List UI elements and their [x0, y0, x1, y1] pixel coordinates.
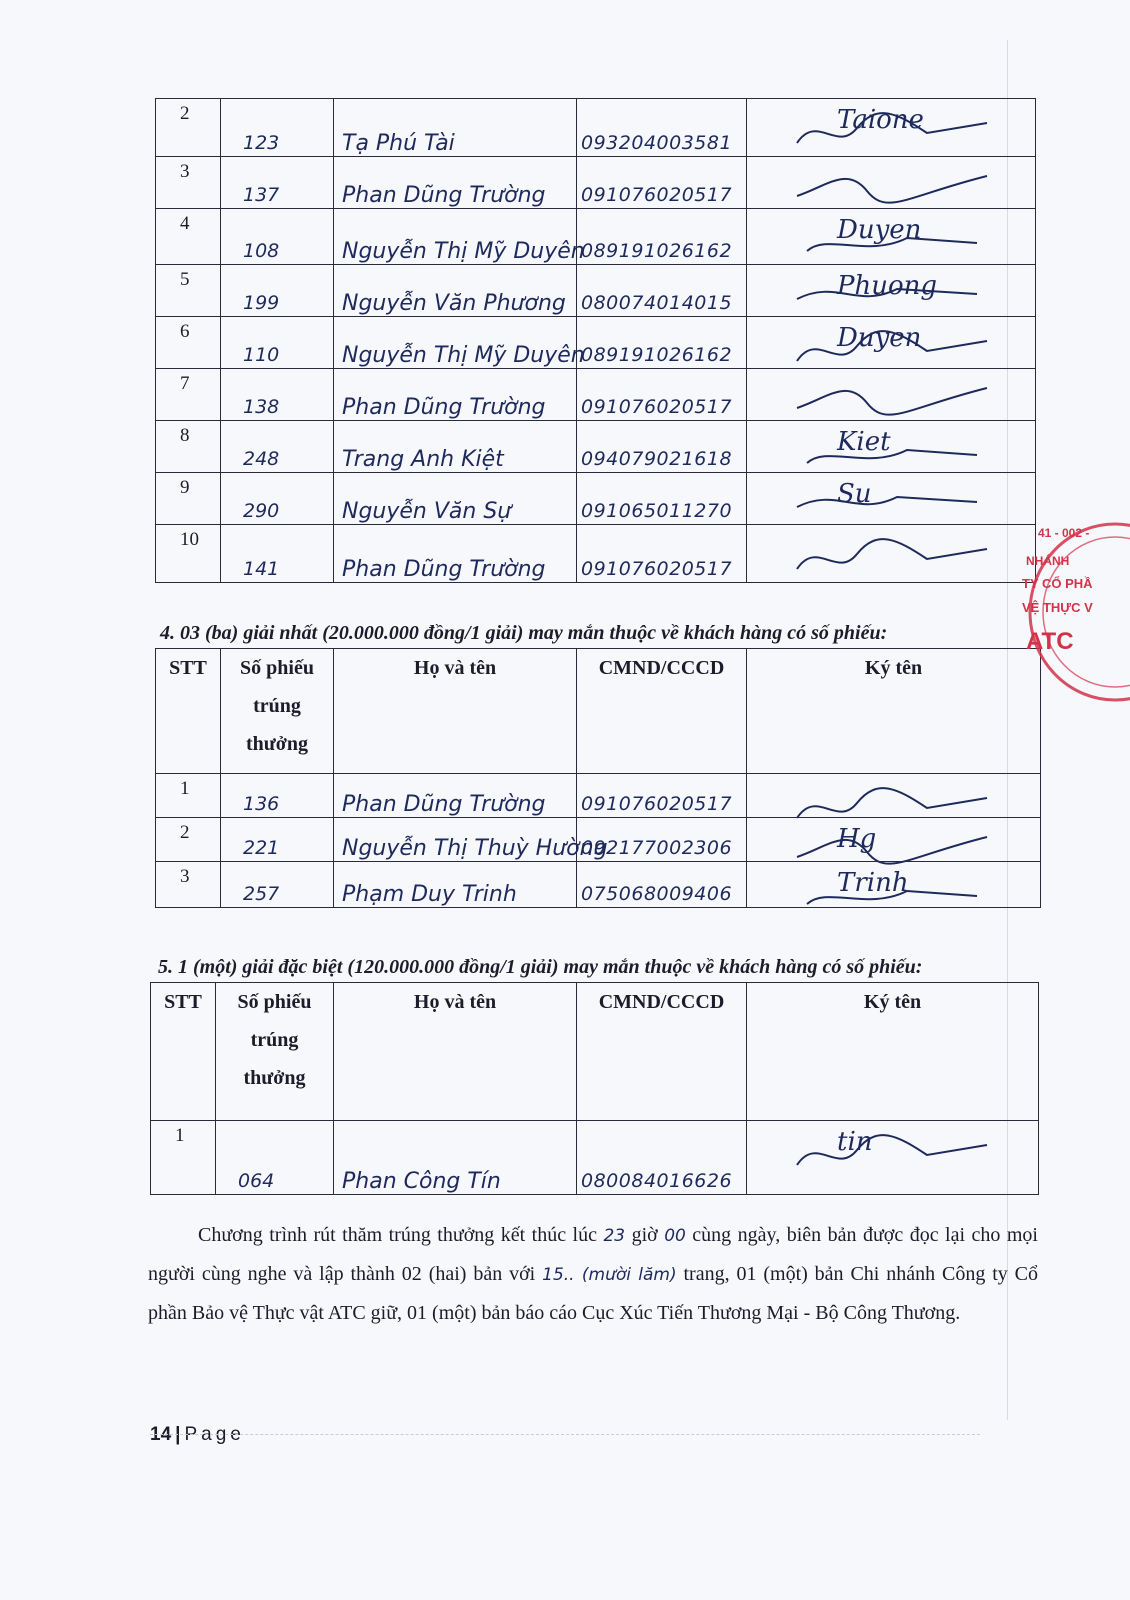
signature-mark [787, 477, 997, 523]
cell-signature: Kiet [747, 421, 1036, 473]
table-row [156, 317, 1036, 369]
cell-id-number: 092177002306 [577, 818, 747, 862]
cell-ticket-number: 221 [221, 818, 334, 862]
cell-full-name: Nguyễn Văn Phương [334, 265, 577, 317]
page-label: Page [184, 1424, 245, 1445]
header-ky-ten: Ký tên [747, 983, 1039, 1121]
cell-stt: 5 [156, 265, 221, 317]
page-number: 14 [150, 1424, 172, 1445]
table-row [156, 862, 1041, 908]
cell-id-number: 080074014015 [577, 265, 747, 317]
cell-full-name: Nguyễn Văn Sự [334, 473, 577, 525]
cell-signature [747, 157, 1036, 209]
header-ky-ten: Ký tên [747, 649, 1041, 774]
header-cmnd: CMND/CCCD [577, 983, 747, 1121]
cell-signature [747, 369, 1036, 421]
cell-signature: Duyen [747, 317, 1036, 369]
cell-id-number: 091065011270 [577, 473, 747, 525]
cell-stt: 9 [156, 473, 221, 525]
signature-mark [787, 425, 997, 471]
header-cmnd: CMND/CCCD [577, 649, 747, 774]
seal-ring [1020, 520, 1130, 710]
cell-stt: 3 [156, 157, 221, 209]
cell-full-name: Phan Dũng Trường [334, 369, 577, 421]
cell-stt: 1 [156, 774, 221, 818]
cell-stt: 3 [156, 862, 221, 908]
cell-full-name: Phan Dũng Trường [334, 157, 577, 209]
cell-full-name: Phan Dũng Trường [334, 525, 577, 583]
header-so-phieu: Số phiếu trúng thưởng [216, 983, 334, 1121]
stamp-line-5: ATC [1026, 628, 1074, 655]
table-row [156, 473, 1036, 525]
page-count: 15.. (mười lăm) [542, 1265, 677, 1285]
cell-full-name: Tạ Phú Tài [334, 99, 577, 157]
cell-full-name: Nguyễn Thị Thuỳ Hường [334, 818, 577, 862]
signature-mark [787, 161, 997, 207]
cell-signature: Hg [747, 818, 1041, 862]
table-row [151, 1121, 1039, 1195]
cell-id-number: 089191026162 [577, 317, 747, 369]
cell-stt: 1 [151, 1121, 216, 1195]
cell-id-number: 091076020517 [577, 525, 747, 583]
cell-ticket-number: 136 [221, 774, 334, 818]
table-row [156, 774, 1041, 818]
cell-full-name: Trang Anh Kiệt [334, 421, 577, 473]
cell-signature: Su [747, 473, 1036, 525]
table-row [156, 421, 1036, 473]
cell-ticket-number: 257 [221, 862, 334, 908]
first-prize-table [155, 648, 1041, 908]
signature-mark [787, 373, 997, 419]
cell-ticket-number: 248 [221, 421, 334, 473]
end-minute: 00 [664, 1226, 686, 1246]
closing-paragraph: Chương trình rút thăm trúng thưởng kết thúc lúc 23 giờ 00 cùng ngày, biên bản được đọc lại cho mọi người cùng nghe và lập thành 02 (hai) bản với 15.. (mười lăm) trang, 01 (một) bản Chi nhánh Công ty Cổ phần Bảo vệ Thực vật ATC giữ, 01 (một) bản báo cáo Cục Xúc Tiến Thương Mại - Bộ Công Thương. [148, 1224, 1039, 1324]
cell-signature: Duyen [747, 209, 1036, 265]
cell-id-number: 089191026162 [577, 209, 747, 265]
cell-full-name: Phạm Duy Trinh [334, 862, 577, 908]
footer-divider [150, 1434, 980, 1435]
cell-ticket-number: 199 [221, 265, 334, 317]
cell-signature: Phuong [747, 265, 1036, 317]
table-row [156, 818, 1041, 862]
header-ho-ten: Họ và tên [334, 983, 577, 1121]
header-stt: STT [151, 983, 216, 1121]
section-4-heading: 4. 03 (ba) giải nhất (20.000.000 đồng/1 giải) may mắn thuộc về khách hàng có số phiếu: [160, 622, 888, 644]
cell-stt: 8 [156, 421, 221, 473]
cell-ticket-number: 064 [216, 1121, 334, 1195]
cell-ticket-number: 123 [221, 99, 334, 157]
table-row [156, 99, 1036, 157]
stamp-line-2: NHÁNH [1026, 554, 1070, 568]
cell-signature: tin [747, 1121, 1039, 1195]
header-stt: STT [156, 649, 221, 774]
cell-ticket-number: 141 [221, 525, 334, 583]
end-hour: 23 [603, 1226, 626, 1246]
signature-mark [787, 1125, 997, 1171]
table-row [156, 157, 1036, 209]
cell-stt: 2 [156, 818, 221, 862]
cell-id-number: 094079021618 [577, 421, 747, 473]
table-row [156, 525, 1036, 583]
cell-id-number: 093204003581 [577, 99, 747, 157]
signature-mark [787, 529, 997, 575]
table-row [156, 369, 1036, 421]
cell-stt: 6 [156, 317, 221, 369]
cell-full-name: Phan Dũng Trường [334, 774, 577, 818]
cell-ticket-number: 108 [221, 209, 334, 265]
table-row [156, 209, 1036, 265]
company-seal-stamp [1020, 520, 1130, 710]
cell-signature [747, 774, 1041, 818]
cell-stt: 10 [156, 525, 221, 583]
prize-table-continued [155, 98, 1036, 583]
header-so-phieu: Số phiếu trúng thưởng [221, 649, 334, 774]
cell-stt: 2 [156, 99, 221, 157]
stamp-line-1: 41 - 002 - [1038, 526, 1090, 540]
section-5-heading: 5. 1 (một) giải đặc biệt (120.000.000 đồng/1 giải) may mắn thuộc về khách hàng có số phiếu: [158, 956, 923, 978]
cell-ticket-number: 137 [221, 157, 334, 209]
cell-id-number: 091076020517 [577, 369, 747, 421]
cell-full-name: Nguyễn Thị Mỹ Duyên [334, 317, 577, 369]
cell-ticket-number: 290 [221, 473, 334, 525]
stamp-line-4: VỆ THỰC V [1022, 600, 1093, 615]
cell-id-number: 075068009406 [577, 862, 747, 908]
page-footer: 14 | Page [150, 1424, 245, 1445]
special-prize-table [150, 982, 1039, 1195]
table-row [156, 265, 1036, 317]
stamp-line-3: TY CỔ PHẦ [1022, 576, 1093, 591]
cell-signature: Trinh [747, 862, 1041, 908]
cell-full-name: Phan Công Tín [334, 1121, 577, 1195]
cell-signature [747, 525, 1036, 583]
cell-ticket-number: 110 [221, 317, 334, 369]
cell-id-number: 091076020517 [577, 774, 747, 818]
cell-id-number: 080084016626 [577, 1121, 747, 1195]
cell-ticket-number: 138 [221, 369, 334, 421]
header-ho-ten: Họ và tên [334, 649, 577, 774]
cell-stt: 4 [156, 209, 221, 265]
cell-signature: Taione [747, 99, 1036, 157]
cell-stt: 7 [156, 369, 221, 421]
cell-full-name: Nguyễn Thị Mỹ Duyên [334, 209, 577, 265]
cell-id-number: 091076020517 [577, 157, 747, 209]
